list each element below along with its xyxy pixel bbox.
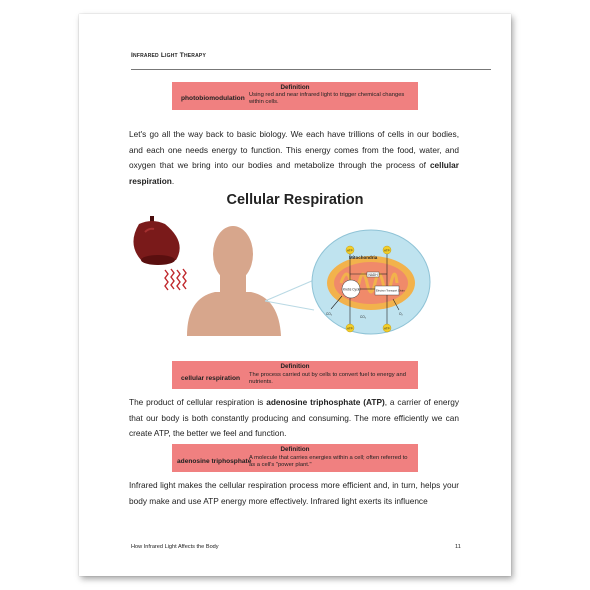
atp-molecule-icon [346, 324, 354, 332]
paragraph-intro [129, 127, 459, 189]
mitochondria-label: Mitochondria [349, 255, 378, 260]
human-silhouette-icon [187, 226, 281, 336]
definition-term: photobiomodulation [181, 95, 245, 102]
paragraph-text: , a carrier of energy that our body is both constantly producing and consuming. The more efficiently we can create ATP, the better we feel and function. [129, 397, 459, 438]
mitochondria-zoom-inset [312, 230, 430, 334]
infrared-lamp-icon [133, 216, 179, 265]
krebs-cycle-label: Krebs Cycle [343, 287, 361, 292]
nadh-label: NADH [368, 273, 378, 277]
definition-text: Using red and near infrared light to trigger chemical changes within cells. [249, 92, 405, 105]
paragraph-text: The product of cellular respiration is [129, 397, 267, 407]
paragraph-text: Infrared light makes the cellular respiration process more efficient and, in turn, helps your body make and use ATP energy more effectively. Infrared light exerts its influence [129, 480, 459, 506]
footer-page-number: 11 [455, 544, 461, 550]
atp-label: ATP [384, 326, 390, 331]
co2-label: CO₂ [326, 312, 333, 316]
bold-term: cellular respiration [129, 160, 459, 186]
atp-molecule-icon [346, 246, 354, 254]
etc-label: Electron Transport Chain [376, 289, 405, 293]
definition-box-adenosine-triphosphate [172, 444, 418, 472]
atp-molecule-icon [383, 246, 391, 254]
definition-heading: Definition [280, 84, 310, 91]
cellular-respiration-illustration [79, 214, 511, 364]
atp-label: ATP [384, 248, 390, 253]
infrared-rays-icon [165, 269, 186, 290]
definition-term: cellular respiration [181, 375, 240, 382]
definition-term: adenosine triphosphate [177, 458, 252, 465]
definition-heading: Definition [280, 446, 310, 453]
definition-box-cellular-respiration [172, 361, 418, 389]
running-header: Infrared Light Therapy [131, 52, 206, 59]
atp-label: ATP [347, 248, 353, 253]
definition-box-photobiomodulation [172, 82, 418, 110]
document-page [79, 14, 511, 576]
paragraph-text: . [171, 175, 175, 186]
definition-heading: Definition [280, 363, 310, 370]
co2-label: CO₂ [360, 315, 367, 319]
paragraph-text: Let's go all the way back to basic biology. We each have trillions of cells in our bodies, and each one needs energy to function. This energy comes from the food, water, and oxygen that we bring into our bodies and metabolize through the process of [129, 129, 459, 170]
atp-label: ATP [347, 326, 353, 331]
definition-text: The process carried out by cells to convert fuel to energy and nutrients. [249, 372, 406, 385]
o2-label: O₂ [399, 312, 403, 316]
figure-title: Cellular Respiration [226, 192, 364, 208]
paragraph-atp [129, 395, 459, 442]
footer-chapter-title: How Infrared Light Affects the Body [131, 544, 219, 550]
atp-molecule-icon [383, 324, 391, 332]
definition-text: A molecule that carries energies within a cell; often referred to as a cell's "power plant." [249, 455, 408, 468]
header-rule [131, 69, 491, 70]
paragraph-infrared [129, 478, 459, 509]
bold-term: adenosine triphosphate (ATP) [266, 397, 385, 407]
